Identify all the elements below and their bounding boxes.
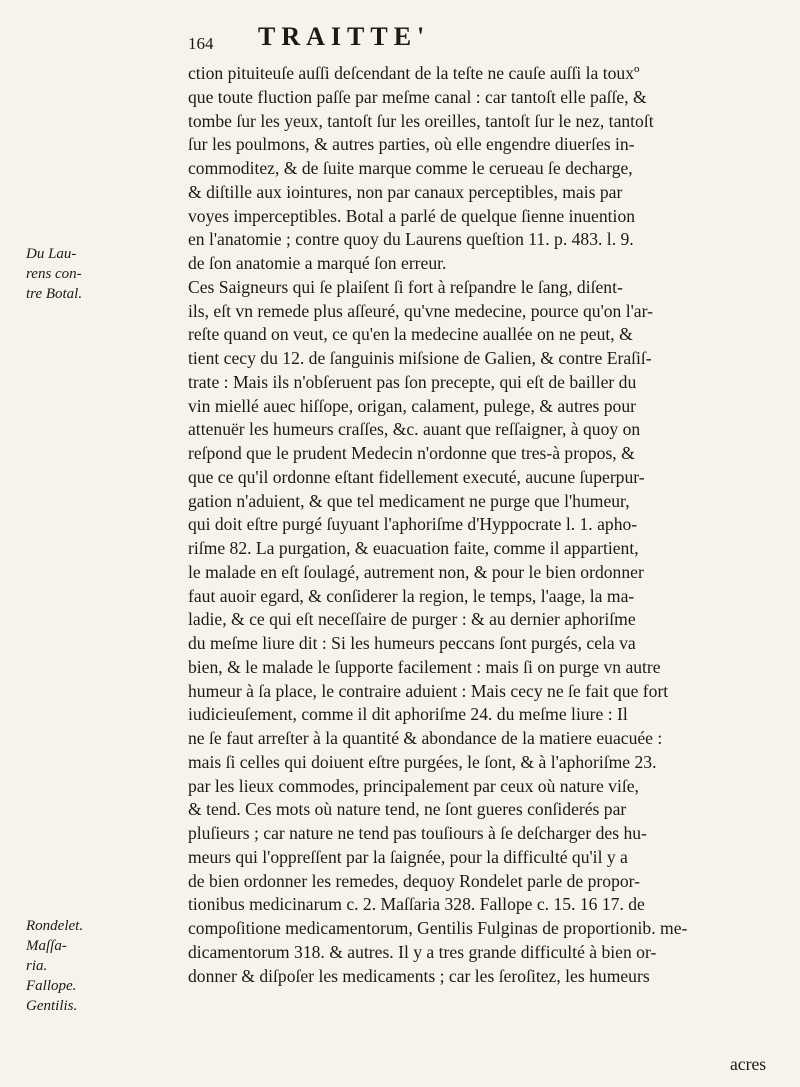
text-line: reſte quand on veut, ce qu'en la medecine auallée on ne peut, &	[188, 324, 633, 345]
text-line: ction pituiteuſe auſſi deſcendant de la teſte ne cauſe auſſi la touxº	[188, 63, 640, 83]
text-line: du meſme liure dit : Si les humeurs peccans ſont purgés, cela va	[188, 633, 636, 653]
text-line: tient cecy du 12. de ſanguinis miſsione de Galien, & contre Eraſiſ-	[188, 348, 652, 368]
text-line: en l'anatomie ; contre quoy du Laurens queſtion 11. p. 483. l. 9.	[188, 229, 634, 250]
margin-note-authors	[26, 916, 136, 1016]
margin-note-line: Maſſa-	[26, 938, 67, 954]
text-line: de bien ordonner les remedes, dequoy Rondelet parle de propor-	[188, 870, 641, 891]
text-line: ſur les poulmons, & autres parties, où elle engendre diuerſes in-	[188, 134, 635, 155]
text-line: attenuër les humeurs craſſes, &c. auant que reſſaigner, à quoy on	[188, 419, 641, 440]
text-line: le malade en eſt ſoulagé, autrement non, & pour le bien ordonner	[188, 561, 644, 582]
text-line: voyes imperceptibles. Botal a parlé de quelque ſienne inuention	[188, 205, 636, 226]
text-line: de ſon anatomie a marqué ſon erreur.	[188, 253, 447, 273]
text-line: ils, eſt vn remede plus aſſeuré, qu'vne medecine, pource qu'on l'ar-	[188, 300, 653, 321]
text-line: que toute fluction paſſe par meſme canal : car tantoſt elle paſſe, &	[188, 86, 647, 107]
text-line: tombe ſur les yeux, tantoſt ſur les oreilles, tantoſt ſur le nez, tantoſt	[188, 110, 654, 131]
running-title: TRAITTE'	[258, 22, 431, 51]
catchword: acres	[730, 1054, 767, 1074]
text-line: dicamentorum 318. & autres. Il y a tres grande difficulté à bien or-	[188, 941, 657, 962]
text-line: Ces Saigneurs qui ſe plaiſent ſi fort à reſpandre le ſang, diſent-	[188, 276, 623, 297]
text-line: vin miellé auec hiſſope, origan, calament, pulege, & autres pour	[188, 395, 636, 416]
margin-note-line: tre Botal.	[26, 286, 83, 302]
body-text	[188, 62, 778, 988]
text-line: faut auoir egard, & conſiderer la region, le temps, l'aage, la ma-	[188, 585, 635, 606]
margin-note-line: Gentilis.	[26, 998, 78, 1014]
text-line: mais ſi celles qui doiuent eſtre purgées, le ſont, & à l'aphoriſme 23.	[188, 751, 657, 772]
text-line: humeur à ſa place, le contraire aduient : Mais cecy ne ſe fait que fort	[188, 680, 669, 701]
text-line: riſme 82. La purgation, & euacuation faite, comme il appartient,	[188, 538, 639, 558]
text-line: ladie, & ce qui eſt neceſſaire de purger : & au dernier aphoriſme	[188, 609, 636, 630]
text-line: gation n'aduient, & que tel medicament ne purge que l'humeur,	[188, 490, 630, 511]
text-line: commoditez, & de ſuite marque comme le cerueau ſe decharge,	[188, 158, 633, 178]
text-line: meurs qui l'oppreſſent par la ſaignée, pour la difficulté qu'il y a	[188, 846, 628, 867]
text-line: que ce qu'il ordonne eſtant fidellement executé, aucune ſuperpur-	[188, 466, 645, 487]
text-line: par les lieux commodes, principalement par ceux où nature viſe,	[188, 775, 639, 796]
margin-note-line: Rondelet.	[26, 918, 84, 934]
text-line: qui doit eſtre purgé ſuyuant l'aphoriſme d'Hyppocrate l. 1. apho-	[188, 514, 638, 535]
text-line: trate : Mais ils n'obſeruent pas ſon precepte, qui eſt de bailler du	[188, 371, 637, 392]
text-line: tionibus medicinarum c. 2. Maſſaria 328. Fallope c. 15. 16 17. de	[188, 894, 645, 915]
margin-note-line: rens con-	[26, 266, 82, 282]
margin-note-line: Fallope.	[26, 978, 77, 994]
text-line: reſpond que le prudent Medecin n'ordonne que tres-à propos, &	[188, 443, 635, 463]
page-number: 164	[188, 34, 214, 53]
text-line: & diſtille aux iointures, non par canaux perceptibles, mais par	[188, 181, 623, 202]
text-line: donner & diſpoſer les medicaments ; car les ſeroſitez, les humeurs	[188, 965, 650, 986]
text-line: iudicieuſement, comme il dit aphoriſme 24. du meſme liure : Il	[188, 704, 628, 725]
margin-note-laurens	[26, 244, 136, 304]
margin-note-line: Du Lau-	[26, 246, 77, 262]
margin-note-line: ria.	[26, 958, 48, 974]
text-line: pluſieurs ; car nature ne tend pas touſiours à ſe deſcharger des hu-	[188, 823, 647, 843]
text-line: compoſitione medicamentorum, Gentilis Fulginas de proportionib. me-	[188, 918, 688, 938]
text-line: & tend. Ces mots où nature tend, ne ſont gueres conſiderés par	[188, 799, 627, 820]
text-line: ne ſe faut arreſter à la quantité & abondance de la matiere euacuée :	[188, 728, 663, 748]
page-header	[188, 22, 658, 58]
text-line: bien, & le malade le ſupporte facilement : mais ſi on purge vn autre	[188, 656, 661, 677]
